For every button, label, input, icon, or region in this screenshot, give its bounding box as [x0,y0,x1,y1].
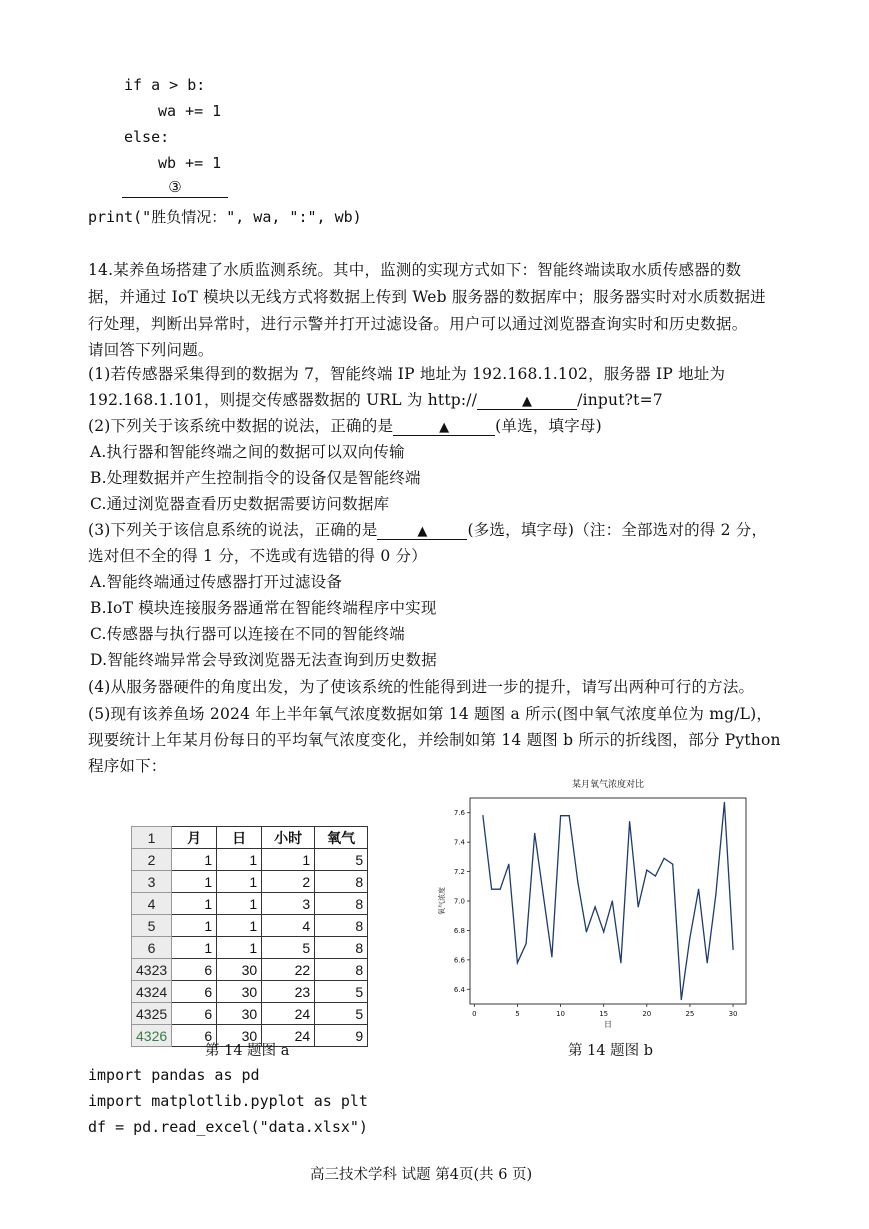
q14-part3-text: (3)下列关于该信息系统的说法，正确的是 [88,521,378,539]
table-cell: 1 [217,893,262,915]
row-number: 4326 [132,1025,172,1047]
row-number: 1 [132,827,172,849]
table-row [132,937,368,959]
table-row [132,981,368,1003]
header-day: 日 [217,827,262,849]
row-number: 4 [132,893,172,915]
table-cell: 6 [172,959,217,981]
q14-part2-note: (单选，填字母) [495,417,602,435]
table-cell: 1 [172,915,217,937]
y-tick-label: 6.4 [453,985,465,994]
header-month: 月 [172,827,217,849]
x-tick-label: 10 [556,1010,566,1018]
header-hour: 小时 [262,827,315,849]
q14-part5-line3: 程序如下： [88,757,167,775]
data-point [612,900,613,901]
table-row [132,849,368,871]
data-point [681,999,682,1000]
table-cell: 8 [315,959,368,981]
answer-blank-url[interactable] [477,391,577,410]
q14-part3-option-c: C.传感器与执行器可以连接在不同的智能终端 [90,625,405,643]
blank-3 [122,178,228,198]
data-point [594,906,595,907]
table-cell: 8 [315,871,368,893]
q14-part1-line2 [88,388,663,410]
table-cell: 5 [262,937,315,959]
q14-part4: (4)从服务器硬件的角度出发，为了使该系统的性能得到进一步的提升，请写出两种可行的方法。 [88,678,755,696]
data-point [698,889,699,890]
data-point [534,833,535,834]
row-number: 4324 [132,981,172,1003]
q14-part3-option-d: D.智能终端异常会导致浏览器无法查询到历史数据 [90,651,437,669]
table-cell: 1 [172,937,217,959]
answer-blank-part2[interactable] [393,417,495,436]
data-point [629,821,630,822]
x-tick-label: 30 [728,1010,738,1018]
q14-part1-url-prefix: 192.168.1.101，则提交传感器数据的 URL 为 http:// [88,391,478,409]
data-point [560,815,561,816]
table-cell: 1 [262,849,315,871]
code-line-wa: wa += 1 [158,102,222,120]
data-point [603,931,604,932]
row-number: 4325 [132,1003,172,1025]
blank-3-label: ③ [168,178,182,196]
data-point [500,889,501,890]
table-cell: 1 [217,915,262,937]
table-cell: 5 [315,1003,368,1025]
table-row [132,1003,368,1025]
figure-b-caption: 第 14 题图 b [568,1043,654,1059]
data-point [663,858,664,859]
table-cell: 8 [315,915,368,937]
q14-part5-line1: (5)现有该养鱼场 2024 年上半年氧气浓度数据如第 14 题图 a 所示(图中氧气浓度单位为 mg/L)， [88,705,773,723]
x-tick-label: 25 [685,1010,695,1018]
row-number: 3 [132,871,172,893]
data-point [543,895,544,896]
data-point [732,949,733,950]
table-cell: 30 [217,981,262,1003]
table-row [132,871,368,893]
data-point [724,802,725,803]
q14-part2-text: (2)下列关于该系统中数据的说法，正确的是 [88,417,394,435]
table-cell: 3 [262,893,315,915]
data-point [482,815,483,816]
q14-part3-note: (多选，填字母)（注：全部选对的得 2 分， [467,521,768,539]
q14-part1-line1: (1)若传感器采集得到的数据为 7，智能终端 IP 地址为 192.168.1.102，服务器 IP 地址为 [88,365,726,383]
q14-part2-stem [88,414,602,436]
table-cell: 30 [217,1003,262,1025]
table-cell: 4 [262,915,315,937]
x-axis-label: 日 [604,1020,612,1029]
code-line-else: else: [124,128,170,146]
data-point [586,931,587,932]
sheet-header-row [132,827,368,849]
table-cell: 24 [262,1003,315,1025]
x-tick-label: 0 [472,1010,477,1018]
q14-part3-line2: 选对但不全的得 1 分，不选或有选错的得 0 分） [88,547,427,565]
figure-a-table [131,826,368,1047]
code-import-matplotlib: import matplotlib.pyplot as plt [88,1092,368,1110]
q14-part2-option-c: C.通过浏览器查看历史数据需要访问数据库 [90,495,390,513]
y-tick-label: 7.2 [453,868,465,877]
data-point [707,962,708,963]
table-cell: 1 [217,871,262,893]
table-cell: 22 [262,959,315,981]
figure-a-caption: 第 14 题图 a [205,1043,290,1059]
data-point [577,881,578,882]
y-tick-label: 7.0 [453,897,465,906]
data-point [715,895,716,896]
y-axis-label: 氧气浓度 [438,887,446,915]
oxygen-line-chart [436,776,756,1032]
q14-intro-1: 14.某养鱼场搭建了水质监测系统。其中，监测的实现方式如下：智能终端读取水质传感器的数 [88,261,742,279]
q14-intro-2: 据，并通过 IoT 模块以无线方式将数据上传到 Web 服务器的数据库中；服务器实时对水质数据进 [88,288,766,306]
table-cell: 1 [172,871,217,893]
code-read-excel: df = pd.read_excel("data.xlsx") [88,1118,368,1136]
row-number: 6 [132,937,172,959]
table-cell: 2 [262,871,315,893]
answer-blank-part3[interactable] [377,521,467,540]
y-tick-label: 6.8 [453,926,465,935]
code-import-pandas: import pandas as pd [88,1066,260,1084]
row-number: 2 [132,849,172,871]
code-line-if: if a > b: [124,76,206,94]
x-tick-label: 5 [515,1010,520,1018]
data-point [569,815,570,816]
code-line-wb: wb += 1 [158,154,222,172]
q14-part2-option-a: A.执行器和智能终端之间的数据可以双向传输 [90,443,405,461]
triangle-marker: ▲ [439,420,450,435]
q14-part3-stem [88,518,767,540]
x-tick-label: 20 [642,1010,652,1018]
triangle-marker: ▲ [522,394,533,409]
data-point [689,937,690,938]
q14-part2-option-b: B.处理数据并产生控制指令的设备仅是智能终端 [90,469,421,487]
table-cell: 8 [315,893,368,915]
table-cell: 23 [262,981,315,1003]
table-cell: 24 [262,1025,315,1047]
data-point [620,962,621,963]
table-cell: 5 [315,849,368,871]
y-tick-label: 7.6 [453,809,465,818]
row-number: 5 [132,915,172,937]
data-sheet [131,826,368,1047]
triangle-marker: ▲ [417,524,428,539]
data-point [551,956,552,957]
table-cell: 6 [172,1025,217,1047]
table-cell: 1 [217,849,262,871]
q14-part3-option-a: A.智能终端通过传感器打开过滤设备 [90,573,343,591]
q14-part1-url-suffix: /input?t=7 [577,391,663,409]
code-line-print: print("胜负情况：", wa, ":", wb) [88,208,362,226]
data-point [508,864,509,865]
data-point [517,962,518,963]
table-cell: 1 [172,893,217,915]
table-row [132,893,368,915]
y-tick-label: 6.6 [453,956,465,965]
data-point [655,875,656,876]
table-cell: 6 [172,981,217,1003]
header-oxygen: 氧气 [315,827,368,849]
table-cell: 9 [315,1025,368,1047]
table-cell: 1 [172,849,217,871]
table-cell: 8 [315,937,368,959]
table-cell: 5 [315,981,368,1003]
data-point [646,870,647,871]
data-point [638,906,639,907]
page-footer: 高三技术学科 试题 第4页(共 6 页) [310,1167,533,1183]
table-cell: 30 [217,959,262,981]
data-point [491,889,492,890]
table-cell: 6 [172,1003,217,1025]
table-cell: 30 [217,1025,262,1047]
q14-part3-option-b: B.IoT 模块连接服务器通常在智能终端程序中实现 [90,599,437,617]
q14-intro-4: 请回答下列问题。 [88,341,214,359]
q14-intro-3: 行处理，判断出异常时，进行示警并打开过滤设备。用户可以通过浏览器查询实时和历史数据。 [88,315,748,333]
x-tick-label: 15 [599,1010,609,1018]
row-number: 4323 [132,959,172,981]
y-tick-label: 7.4 [453,838,465,847]
chart-title: 某月氧气浓度对比 [571,780,645,790]
table-row [132,959,368,981]
q14-part5-line2: 现要统计上年某月份每日的平均氧气浓度变化，并绘制如第 14 题图 b 所示的折线图，部分 Python [88,731,781,749]
table-cell: 1 [217,937,262,959]
table-row [132,915,368,937]
data-point [525,943,526,944]
oxygen-series-line [483,802,733,999]
data-point [672,864,673,865]
